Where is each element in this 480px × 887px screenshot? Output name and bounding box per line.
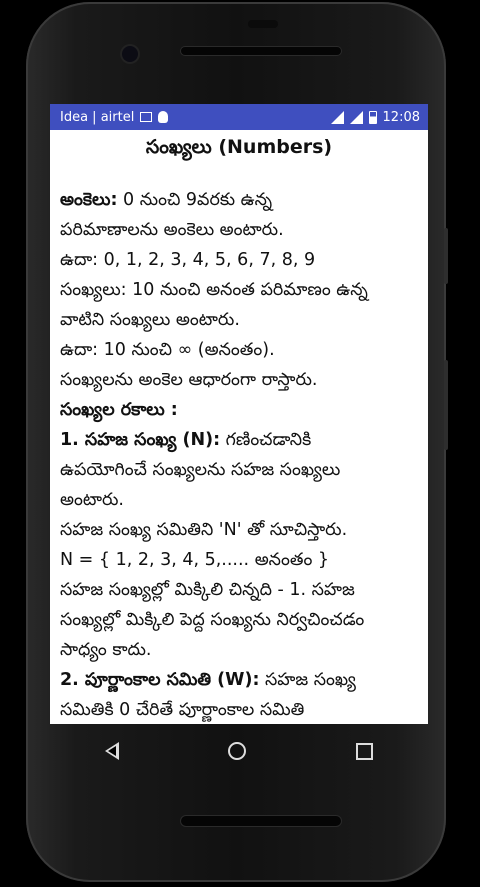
front-camera xyxy=(122,46,138,62)
screen xyxy=(50,104,428,724)
body-text: సంఖ్యలను అంకెల ఆధారంగా రాస్తారు. xyxy=(60,370,318,390)
recent-apps-icon[interactable] xyxy=(356,743,373,760)
body-text: 0 నుంచి 9వరకు ఉన్న xyxy=(117,190,273,210)
text-line xyxy=(60,215,418,245)
home-icon[interactable] xyxy=(228,742,246,760)
text-line xyxy=(60,245,418,275)
body-text: సాధ్యం కాదు. xyxy=(60,640,152,660)
text-line xyxy=(60,605,418,635)
text-line xyxy=(60,395,418,425)
text-line xyxy=(60,545,418,575)
image-notification-icon xyxy=(140,112,152,122)
text-line xyxy=(60,515,418,545)
body-text: అంటారు. xyxy=(60,490,124,510)
body-text: సహజ సంఖ్య xyxy=(259,670,356,690)
back-icon[interactable] xyxy=(105,742,119,760)
body-text: ఉదా: 10 నుంచి ∞ (అనంతం). xyxy=(60,340,275,360)
text-line xyxy=(60,485,418,515)
text-line xyxy=(60,455,418,485)
signal-icon-2 xyxy=(350,111,363,124)
article-body xyxy=(60,185,418,724)
body-text: పరిమాణాలను అంకెలు అంటారు. xyxy=(60,220,284,240)
body-text: గణించడానికి xyxy=(220,430,312,450)
text-line xyxy=(60,635,418,665)
text-line xyxy=(60,575,418,605)
body-text: సంఖ్యలు: 10 నుంచి అనంత పరిమాణం ఉన్న xyxy=(60,280,368,300)
page-title: సంఖ్యలు (Numbers) xyxy=(145,136,333,158)
text-line xyxy=(60,365,418,395)
body-text: N = { 1, 2, 3, 4, 5,..... అనంతం } xyxy=(60,550,330,570)
text-line xyxy=(60,305,418,335)
battery-icon xyxy=(369,111,377,124)
bold-text: సంఖ్యల రకాలు : xyxy=(60,400,178,420)
text-line xyxy=(60,665,418,695)
carrier-text: Idea | airtel xyxy=(60,109,135,125)
android-notification-icon xyxy=(158,111,168,123)
bold-text: అంకెలు: xyxy=(60,190,118,210)
bold-text: 2. పూర్ణాంకాల సమితి (W): xyxy=(60,670,260,690)
text-line xyxy=(60,185,418,215)
text-line xyxy=(60,425,418,455)
navigation-bar xyxy=(50,724,428,778)
clock-text: 12:08 xyxy=(382,109,420,125)
text-line xyxy=(60,335,418,365)
status-bar xyxy=(50,104,428,130)
body-text: వాటిని సంఖ్యలు అంటారు. xyxy=(60,310,240,330)
body-text: సంఖ్యల్లో మిక్కిలి పెద్ద సంఖ్యను నిర్వచించడం xyxy=(60,610,365,630)
body-text: సహజ సంఖ్యల్లో మిక్కిలి చిన్నది - 1. సహజ xyxy=(60,580,355,600)
power-button xyxy=(444,228,448,284)
text-line xyxy=(60,275,418,305)
bottom-speaker xyxy=(181,816,341,826)
body-text: సమితికి 0 చేరితే పూర్ణాంకాల సమితి xyxy=(60,700,305,720)
bold-text: 1. సహజ సంఖ్య (N): xyxy=(60,430,221,450)
top-speaker xyxy=(181,47,341,55)
earpiece-slot xyxy=(248,20,278,28)
body-text: సహజ సంఖ్య సమితిని 'N' తో సూచిస్తారు. xyxy=(60,520,348,540)
signal-icon xyxy=(331,111,344,124)
body-text: ఉపయోగించే సంఖ్యలను సహజ సంఖ్యలు xyxy=(60,460,341,480)
body-text: ఉదా: 0, 1, 2, 3, 4, 5, 6, 7, 8, 9 xyxy=(60,250,316,270)
volume-button xyxy=(444,360,448,450)
article-content[interactable] xyxy=(50,130,428,724)
text-line xyxy=(60,695,418,724)
